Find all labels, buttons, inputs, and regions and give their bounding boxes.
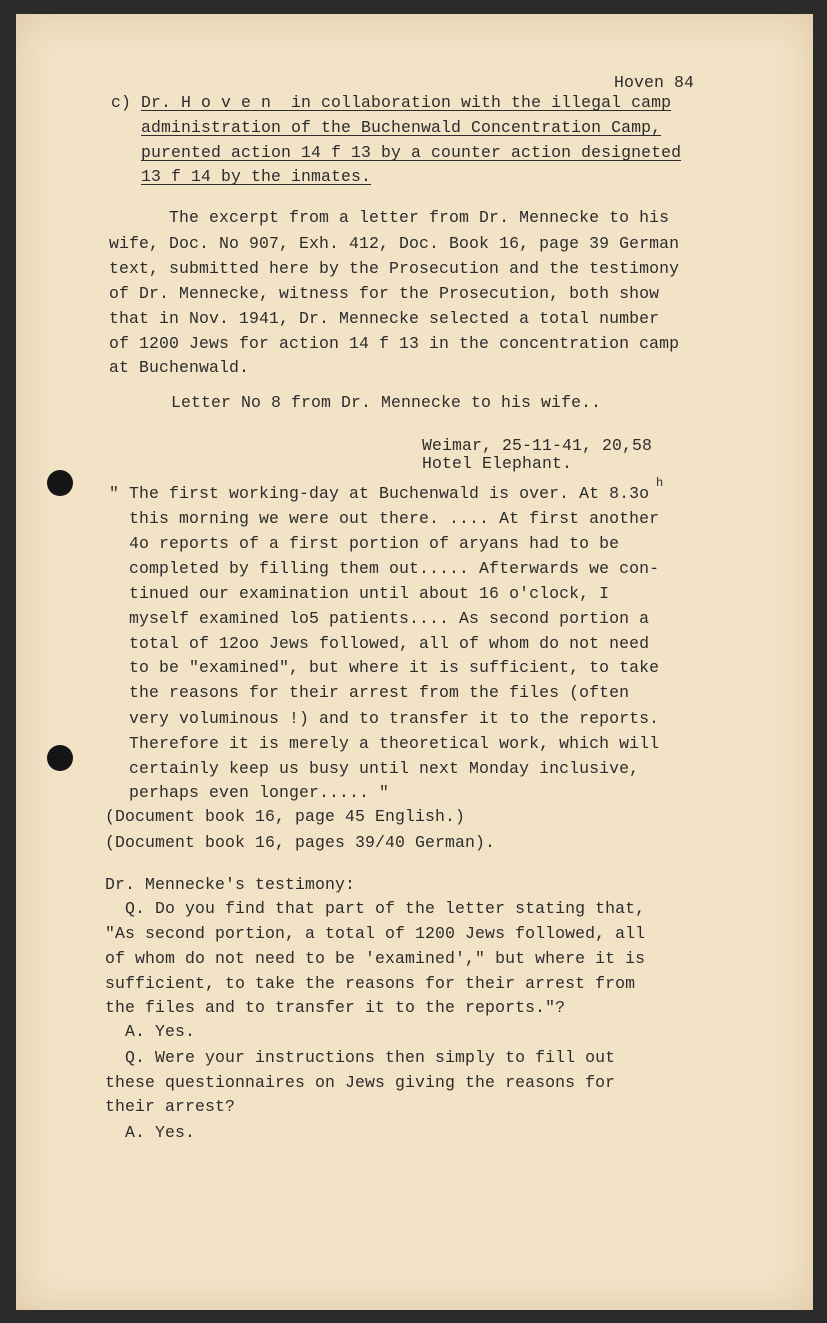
punch-hole-top: [47, 470, 73, 496]
paragraph-line: that in Nov. 1941, Dr. Mennecke selected a total number: [109, 309, 660, 328]
quote-line: 4o reports of a first portion of aryans had to be: [109, 534, 620, 553]
citation: (Document book 16, page 45 English.): [105, 807, 466, 826]
quote-line: very voluminous !) and to transfer it to the reports.: [109, 709, 660, 728]
testimony-line: A. Yes.: [105, 1022, 196, 1041]
heading-line: Dr. H o v e n in collaboration with the illegal camp: [141, 93, 672, 112]
quote-line: the reasons for their arrest from the files (often: [109, 683, 630, 702]
letter-hotel: Hotel Elephant.: [422, 454, 573, 473]
superscript-h: h: [656, 476, 664, 490]
paragraph-line: text, submitted here by the Prosecution and the testimony: [109, 259, 680, 278]
letter-intro: Letter No 8 from Dr. Mennecke to his wife..: [171, 393, 602, 412]
heading-line: 13 f 14 by the inmates.: [141, 167, 372, 186]
testimony-line: sufficient, to take the reasons for their arrest from: [105, 974, 636, 993]
quote-line: to be "examined", but where it is sufficient, to take: [109, 658, 660, 677]
quote-line: this morning we were out there. .... At first another: [109, 509, 660, 528]
testimony-heading: Dr. Mennecke's testimony:: [105, 875, 356, 894]
paragraph-line: at Buchenwald.: [109, 358, 250, 377]
paragraph-line: wife, Doc. No 907, Exh. 412, Doc. Book 16, page 39 German: [109, 234, 680, 253]
quote-line: certainly keep us busy until next Monday inclusive,: [109, 759, 640, 778]
quote-line: total of 12oo Jews followed, all of whom do not need: [109, 634, 650, 653]
heading-line: purented action 14 f 13 by a counter action designeted: [141, 143, 682, 162]
testimony-line: Q. Do you find that part of the letter stating that,: [105, 899, 646, 918]
testimony-line: of whom do not need to be 'examined'," but where it is: [105, 949, 646, 968]
quote-line: Therefore it is merely a theoretical work, which will: [109, 734, 660, 753]
testimony-line: these questionnaires on Jews giving the reasons for: [105, 1073, 616, 1092]
paragraph-line: of 1200 Jews for action 14 f 13 in the concentration camp: [109, 334, 680, 353]
testimony-line: their arrest?: [105, 1097, 236, 1116]
letter-place-date: Weimar, 25-11-41, 20,58: [422, 436, 653, 455]
punch-hole-bottom: [47, 745, 73, 771]
paragraph-line: of Dr. Mennecke, witness for the Prosecution, both show: [109, 284, 660, 303]
quote-line: tinued our examination until about 16 o'clock, I: [109, 584, 610, 603]
testimony-line: the files and to transfer it to the reports."?: [105, 998, 566, 1017]
quote-line: perhaps even longer..... ": [109, 783, 390, 802]
testimony-line: Q. Were your instructions then simply to fill out: [105, 1048, 616, 1067]
page-number: Hoven 84: [614, 73, 695, 92]
quote-line: " The first working-day at Buchenwald is over. At 8.3o: [109, 484, 650, 503]
heading-line: administration of the Buchenwald Concentration Camp,: [141, 118, 662, 137]
paragraph-line: The excerpt from a letter from Dr. Mennecke to his: [109, 208, 670, 227]
testimony-line: A. Yes.: [105, 1123, 196, 1142]
testimony-line: "As second portion, a total of 1200 Jews followed, all: [105, 924, 646, 943]
section-marker: c): [111, 93, 142, 112]
quote-line: myself examined lo5 patients.... As second portion a: [109, 609, 650, 628]
quote-line: completed by filling them out..... Afterwards we con-: [109, 559, 660, 578]
citation: (Document book 16, pages 39/40 German).: [105, 833, 496, 852]
